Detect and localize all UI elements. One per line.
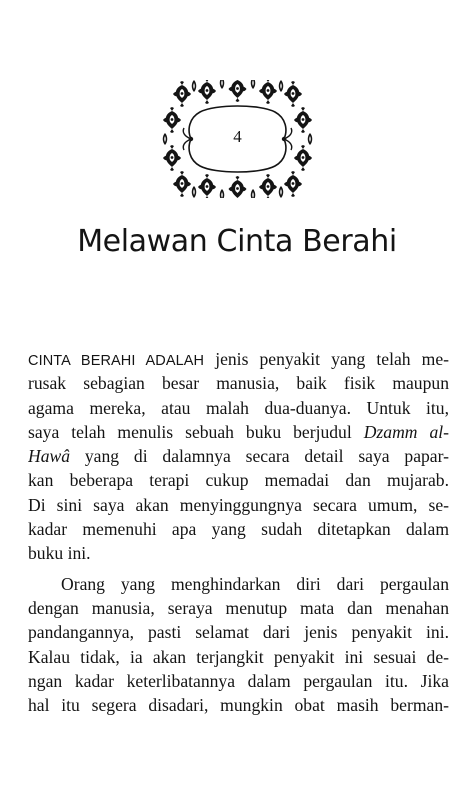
book-title: Dzamm al- [363, 421, 449, 442]
text-line: kan beberapa terapi cukup memadai dan mujarab. [28, 470, 449, 491]
text-fragment: yang di dalamnya secara detail saya papar- [70, 446, 449, 467]
text-line [28, 347, 449, 371]
chapter-title: Melawan Cinta Berahi [77, 224, 397, 259]
text-line: buku ini. [28, 543, 91, 564]
text-line: rusak sebagian besar manusia, baik fisik maupun [28, 373, 449, 394]
text-line: hal itu segera disadari, mungkin obat masih berman- [28, 695, 449, 716]
text-line: dengan manusia, seraya menutup mata dan menahan [28, 597, 449, 618]
text-line: kadar memenuhi apa yang sudah ditetapkan dalam [28, 519, 449, 540]
text-line [28, 444, 449, 468]
text-line [28, 420, 449, 444]
body-text [28, 347, 449, 717]
text-fragment: jenis penyakit yang telah me- [204, 349, 449, 369]
text-line: pandangannya, pasti selamat dari jenis penyakit ini. [28, 622, 449, 643]
text-line: Orang yang menghindarkan diri dari pergaulan [61, 573, 449, 594]
book-title: Hawâ [28, 446, 71, 467]
text-line: ngan kadar keterlibatannya dalam pergaulan itu. Jika [28, 670, 449, 691]
text-line: Kalau tidak, ia akan terjangkit penyakit ini sesuai de- [28, 646, 449, 667]
lead-in-smallcaps: CINTA BERAHI ADALAH [28, 353, 205, 369]
text-line: Di sini saya akan menyinggungnya secara umum, se- [28, 494, 449, 515]
chapter-number: 4 [233, 127, 242, 146]
text-line: agama mereka, atau malah dua-duanya. Untuk itu, [28, 397, 449, 418]
text-fragment: saya telah menulis sebuah buku berjudul [28, 421, 364, 442]
